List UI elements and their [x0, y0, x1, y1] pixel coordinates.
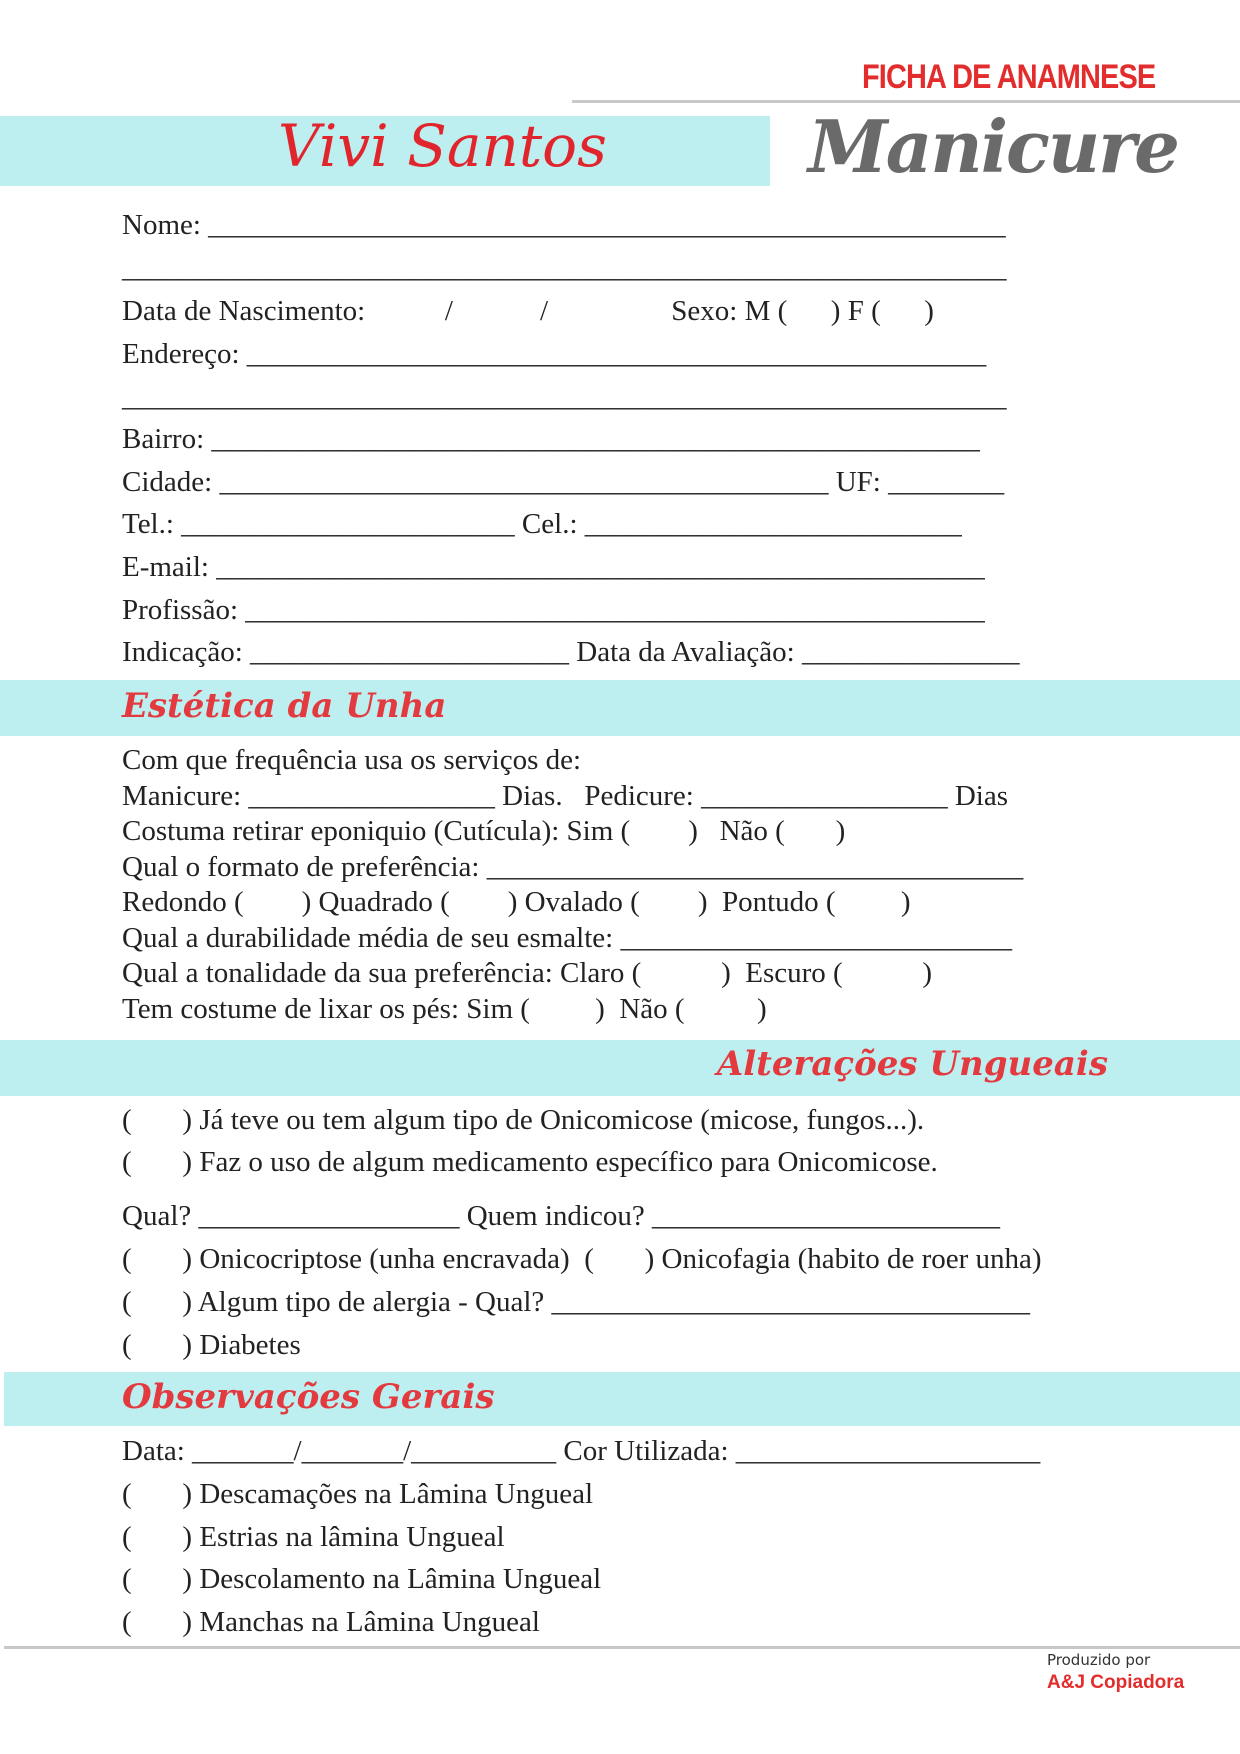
produced-by-label: Produzido por	[1047, 1651, 1151, 1669]
shape-options[interactable]: Redondo ( ) Quadrado ( ) Ovalado ( ) Pontudo ( )	[122, 886, 911, 918]
field-birth-sex[interactable]: Data de Nascimento: / / Sexo: M ( ) F ( )	[122, 295, 934, 327]
shade-preference[interactable]: Qual a tonalidade da sua preferência: Claro ( ) Escuro ( )	[122, 957, 933, 989]
field-email[interactable]: E-mail: _____________________________________________________	[122, 551, 985, 583]
field-phones[interactable]: Tel.: _______________________ Cel.: __________________________	[122, 508, 962, 540]
onychomycosis-medication[interactable]: ( ) Faz o uso de algum medicamento específico para Onicomicose.	[122, 1146, 938, 1178]
obs-striations[interactable]: ( ) Estrias na lâmina Ungueal	[122, 1521, 505, 1553]
service-title: Manicure	[808, 104, 1178, 189]
field-referral-date[interactable]: Indicação: ______________________ Data da Avaliação: _______________	[122, 636, 1020, 668]
obs-scaling[interactable]: ( ) Descamações na Lâmina Ungueal	[122, 1478, 594, 1510]
company-name: A&J Copiadora	[1047, 1672, 1185, 1693]
brand-name: Vivi Santos	[278, 112, 607, 180]
foot-filing[interactable]: Tem costume de lixar os pés: Sim ( ) Não ( )	[122, 993, 767, 1025]
field-profession[interactable]: Profissão: ___________________________________________________	[122, 594, 985, 626]
field-neighborhood[interactable]: Bairro: _____________________________________________________	[122, 423, 980, 455]
section1-title: Estética da Unha	[122, 686, 447, 726]
field-name-cont[interactable]: _____________________________________________________________	[122, 252, 1007, 284]
frequency-question: Com que frequência usa os serviços de:	[122, 744, 582, 776]
section3-title: Observações Gerais	[122, 1377, 495, 1417]
cuticle-removal[interactable]: Costuma retirar eponiquio (Cutícula): Sim ( ) Não ( )	[122, 815, 846, 847]
onychomycosis-history[interactable]: ( ) Já teve ou tem algum tipo de Onicomicose (micose, fungos...).	[122, 1104, 925, 1136]
header-top-rule	[572, 100, 1240, 103]
form-title: FICHA DE ANAMNESE	[862, 58, 1156, 96]
field-name[interactable]: Nome: _______________________________________________________	[122, 209, 1006, 241]
medication-which-who[interactable]: Qual? __________________ Quem indicou? ________________________	[122, 1200, 1000, 1232]
polish-durability[interactable]: Qual a durabilidade média de seu esmalte: ___________________________	[122, 922, 1012, 954]
obs-stains[interactable]: ( ) Manchas na Lâmina Ungueal	[122, 1606, 540, 1638]
manicure-pedicure-days[interactable]: Manicure: _________________ Dias. Pedicure: _________________ Dias	[122, 780, 1009, 812]
field-address[interactable]: Endereço: ___________________________________________________	[122, 338, 987, 370]
field-city-state[interactable]: Cidade: __________________________________________ UF: ________	[122, 466, 1005, 498]
allergy[interactable]: ( ) Algum tipo de alergia - Qual? _________________________________	[122, 1286, 1031, 1318]
date-color-used[interactable]: Data: _______/_______/__________ Cor Utilizada: _____________________	[122, 1435, 1041, 1467]
onychocryptosis-onychophagia[interactable]: ( ) Onicocriptose (unha encravada) ( ) Onicofagia (habito de roer unha)	[122, 1243, 1042, 1275]
preferred-shape[interactable]: Qual o formato de preferência: _____________________________________	[122, 851, 1024, 883]
diabetes[interactable]: ( ) Diabetes	[122, 1329, 301, 1361]
field-address-cont[interactable]: _____________________________________________________________	[122, 381, 1007, 413]
obs-detachment[interactable]: ( ) Descolamento na Lâmina Ungueal	[122, 1563, 602, 1595]
section2-title: Alterações Ungueais	[716, 1044, 1108, 1084]
footer-rule	[4, 1646, 1240, 1649]
